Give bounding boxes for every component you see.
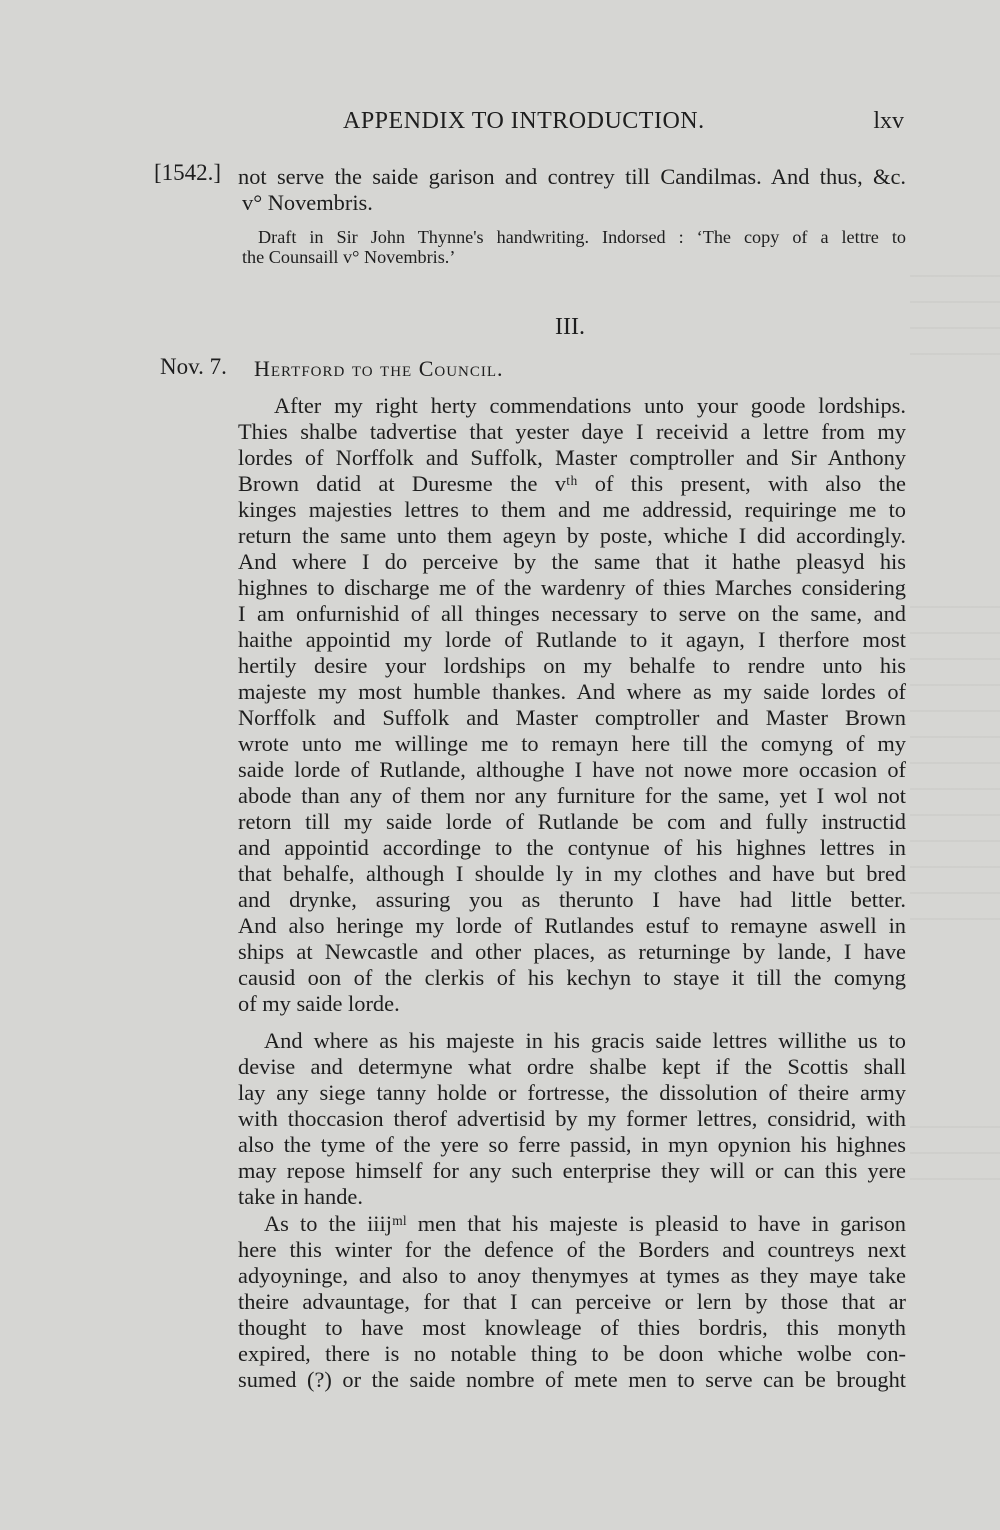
text-line: take in hande. (238, 1184, 363, 1209)
text-line: And where as his majeste in his gracis saide lettres willithe us to (264, 1028, 906, 1053)
editorial-note-line: the Counsaill v° Novembris.’ (242, 247, 456, 267)
text-line: Brown datid at Duresme the vᵗʰ of this present, with also the (238, 471, 906, 496)
bleed-through-texture (910, 1120, 1000, 1180)
text-line: and appointid accordinge to the contynue of his highnes lettres in (238, 835, 906, 860)
text-line: majeste my most humble thankes. And where as my saide lordes of (238, 679, 906, 704)
text-line: causid oon of the clerkis of his kechyn to staye it till the comyng (238, 965, 906, 990)
running-title: APPENDIX TO INTRODUCTION. (343, 108, 705, 134)
text-line: with thoccasion therof advertisid by my former lettres, considrid, with (238, 1106, 906, 1131)
text-line: also the tyme of the yere so ferre passid, in myn opynion his highnes (238, 1132, 906, 1157)
text-line: expired, there is no notable thing to be doon whiche wolbe con- (238, 1341, 906, 1366)
section-number: III. (555, 314, 585, 340)
letter-heading: Hertford to the Council. (254, 356, 504, 381)
text-line: wrote unto me willinge me to remayn here till the comyng of my (238, 731, 906, 756)
text-line: v° Novembris. (242, 190, 373, 215)
editorial-note-line: Draft in Sir John Thynne's handwriting. Indorsed : ‘The copy of a lettre to (258, 227, 906, 247)
text-line: lay any siege tanny holde or fortresse, the dissolution of theire army (238, 1080, 906, 1105)
text-line: thought to have most knowleage of thies bordris, this monyth (238, 1315, 906, 1340)
text-line: and drynke, assuring you as therunto I have had little better. (238, 887, 906, 912)
margin-year: [1542.] (154, 160, 222, 185)
bleed-through-texture (910, 265, 1000, 355)
text-line: here this winter for the defence of the Borders and countreys next (238, 1237, 906, 1262)
text-line: of my saide lorde. (238, 991, 400, 1016)
text-line: And also heringe my lorde of Rutlandes estuf to remayne aswell in (238, 913, 906, 938)
text-line: saide lorde of Rutlande, althoughe I have not nowe more occasion of (238, 757, 906, 782)
text-line: haithe appointid my lorde of Rutlande to it agayn, I therfore most (238, 627, 906, 652)
text-line: kinges majesties lettres to them and me addressid, requiringe me to (238, 497, 906, 522)
text-line: highnes to discharge me of the wardenry of thies Marches considering (238, 575, 906, 600)
margin-date: Nov. 7. (160, 354, 227, 379)
text-line: that behalfe, although I shoulde ly in my clothes and have but bred (238, 861, 906, 886)
text-line: Thies shalbe tadvertise that yester daye I receivid a lettre from my (238, 419, 906, 444)
text-line: hertily desire your lordships on my behalfe to rendre unto his (238, 653, 906, 678)
text-line: abode than any of them nor any furniture for the same, yet I wol not (238, 783, 906, 808)
text-line: may repose himself for any such enterprise they will or can this yere (238, 1158, 906, 1183)
text-line: After my right herty commendations unto your goode lordships. (274, 393, 906, 418)
text-line: not serve the saide garison and contrey till Candilmas. And thus, &c. (238, 164, 906, 189)
text-line: Norffolk and Suffolk and Master comptroller and Master Brown (238, 705, 906, 730)
text-line: sumed (?) or the saide nombre of mete men to serve can be brought (238, 1367, 906, 1392)
running-head (0, 108, 1000, 142)
text-line: return the same unto them ageyn by poste, whiche I did accordingly. (238, 523, 906, 548)
text-line: lordes of Norffolk and Suffolk, Master comptroller and Sir Anthony (238, 445, 906, 470)
text-line: theire advauntage, for that I can perceive or lern by those that ar (238, 1289, 906, 1314)
text-line: As to the iiijᵐˡ men that his majeste is pleasid to have in garison (264, 1211, 906, 1236)
bleed-through-texture (910, 600, 1000, 920)
text-line: devise and determyne what ordre shalbe kept if the Scottis shall (238, 1054, 906, 1079)
text-line: retorn till my saide lorde of Rutlande be com and fully instructid (238, 809, 906, 834)
text-line: And where I do perceive by the same that it hathe pleasyd his (238, 549, 906, 574)
text-line: ships at Newcastle and other places, as returninge by lande, I have (238, 939, 906, 964)
page-number: lxv (873, 108, 904, 134)
text-line: adyoyninge, and also to anoy thenymyes at tymes as they maye take (238, 1263, 906, 1288)
text-line: I am onfurnishid of all thinges necessary to serve on the same, and (238, 601, 906, 626)
